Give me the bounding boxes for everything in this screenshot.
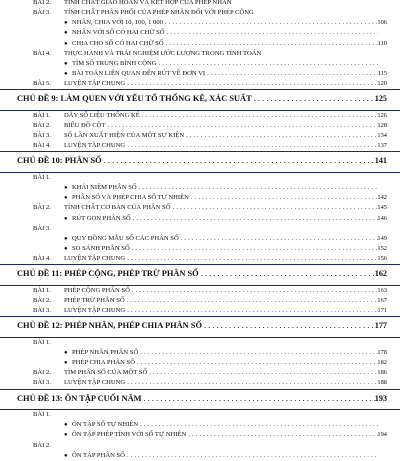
bullet-icon: ● xyxy=(64,195,68,202)
lesson-label: BÀI 3. xyxy=(33,307,51,315)
entry-title: PHÉP TRỪ PHÂN SỐ . . . xyxy=(64,296,378,306)
entry-title: PHÂN SỐ VÀ PHÉP CHIA SỐ TỰ NHIÊN . . . xyxy=(72,193,378,203)
entry-title: PHÉP CỘNG PHÂN SỐ . . . xyxy=(64,286,378,296)
entry-title: DÃY SỐ LIỆU THỐNG KÊ . . . xyxy=(64,111,378,121)
page-number: 106 xyxy=(377,19,387,27)
page-number: 120 xyxy=(377,80,387,88)
toc-lesson-row[interactable] xyxy=(0,131,400,141)
toc-lesson-row[interactable] xyxy=(0,203,400,213)
toc-lesson-row[interactable] xyxy=(0,368,400,378)
entry-title: RÚT GỌN PHÂN SỐ . . . xyxy=(72,214,378,224)
toc-subentry[interactable] xyxy=(0,234,400,244)
toc-subentry[interactable] xyxy=(0,39,400,49)
toc-subentry[interactable] xyxy=(0,451,400,461)
toc-subentry[interactable] xyxy=(0,193,400,203)
page-number: 188 xyxy=(377,379,387,387)
toc-subentry[interactable] xyxy=(0,420,400,430)
lesson-label: BÀI 2. xyxy=(33,122,51,129)
toc-subentry[interactable] xyxy=(0,430,400,440)
toc-subentry[interactable] xyxy=(0,348,400,358)
bullet-icon: ● xyxy=(64,432,68,439)
bullet-icon: ● xyxy=(64,246,68,252)
toc-lesson-row[interactable] xyxy=(0,8,400,18)
entry-title: PHÉP CHIA PHÂN SỐ . . . xyxy=(72,358,378,368)
entry-title: QUY ĐỒNG MẪU SỐ CÁC PHÂN SỐ . . . xyxy=(72,234,378,244)
entry-title: TÍNH CHẤT GIAO HOÁN VÀ KẾT HỢP CỦA PHÉP NHÂN xyxy=(64,0,232,6)
entry-title: PHÉP NHÂN PHÂN SỐ . . . xyxy=(72,348,378,358)
toc-lesson-row[interactable] xyxy=(0,378,400,388)
toc-subentry[interactable] xyxy=(0,244,400,254)
page-number: 163 xyxy=(377,286,387,294)
lesson-label: BÀI 2. xyxy=(33,297,51,305)
toc-lesson-row[interactable] xyxy=(0,79,400,89)
lesson-label: BÀI 3. xyxy=(33,9,51,17)
toc-subentry[interactable] xyxy=(0,69,400,79)
page-number: 152 xyxy=(377,245,387,252)
lesson-label: BÀI 2. xyxy=(33,204,51,212)
page-number: 110 xyxy=(377,39,387,47)
toc-lesson-row[interactable] xyxy=(0,296,400,306)
entry-title: BÀI TOÁN LIÊN QUAN ĐẾN RÚT VỀ ĐƠN VỊ . . . xyxy=(72,69,378,79)
lesson-label: BÀI 2. xyxy=(33,441,51,449)
chapter-heading[interactable] xyxy=(0,264,400,284)
lesson-label: BÀI 1. xyxy=(33,174,51,182)
page-number: 178 xyxy=(377,349,387,357)
bullet-icon: ● xyxy=(64,60,68,67)
toc-lesson-row[interactable] xyxy=(0,306,400,316)
toc-lesson-row[interactable] xyxy=(0,111,400,121)
chapter-heading[interactable] xyxy=(0,316,400,336)
page-number: 156 xyxy=(377,255,387,263)
toc-lesson-row[interactable] xyxy=(0,141,400,151)
toc-subentry[interactable] xyxy=(0,28,400,38)
entry-title: TÌM SỐ TRUNG BÌNH CỘNG . . . xyxy=(72,59,378,69)
chapter-heading[interactable] xyxy=(0,389,400,409)
lesson-label: BÀI 2. xyxy=(33,0,51,6)
bullet-icon: ● xyxy=(64,235,68,242)
toc-subentry[interactable] xyxy=(0,214,400,224)
entry-title: LUYỆN TẬP CHUNG . . . xyxy=(64,254,378,264)
toc-subentry[interactable] xyxy=(0,59,400,69)
page-number: 182 xyxy=(377,359,387,367)
page-number: 149 xyxy=(377,234,387,242)
page-number: 167 xyxy=(377,297,387,305)
toc-subentry[interactable] xyxy=(0,18,400,28)
page-number: 146 xyxy=(377,214,387,222)
page-number: 128 xyxy=(377,122,387,129)
bullet-icon: ● xyxy=(64,185,68,192)
chapter-page-number: 193 xyxy=(374,393,387,403)
entry-title: KHÁI NIỆM PHÂN SỐ . . . xyxy=(72,183,378,193)
toc-subentry[interactable] xyxy=(0,183,400,193)
chapter-page-number: 125 xyxy=(374,94,387,104)
chapter-page-number: 162 xyxy=(374,269,387,279)
lesson-label: BÀI 1. xyxy=(33,338,51,346)
page-number: 134 xyxy=(377,132,387,140)
bullet-icon: ● xyxy=(64,360,68,367)
chapter-page-number: 141 xyxy=(374,156,387,166)
lesson-label: BÀI 1. xyxy=(33,111,51,119)
chapter-page-number: 177 xyxy=(374,321,387,331)
entry-title: TÍNH CHẤT PHÂN PHỐI CỦA PHÉP NHÂN ĐỐI VỚI PHÉP CỘNG xyxy=(64,9,254,17)
toc-lesson-row[interactable] xyxy=(0,254,400,264)
entry-title: SỐ LẦN XUẤT HIỆN CỦA MỘT SỰ KIỆN . . . xyxy=(64,131,378,141)
toc-lesson-row[interactable] xyxy=(0,338,400,348)
page-number: 137 xyxy=(377,142,387,150)
lesson-label: BÀI 3. xyxy=(33,132,51,140)
bullet-icon: ● xyxy=(64,452,68,459)
bullet-icon: ● xyxy=(64,30,68,37)
entry-title: BIỂU ĐỒ CỘT . . . xyxy=(64,121,378,131)
chapter-title: CHỦ ĐỀ 12: PHÉP NHÂN, PHÉP CHIA PHÂN SỐ . . . xyxy=(17,317,378,336)
entry-title: NHÂN VỚI SỐ CÓ HAI CHỮ SỐ . . . xyxy=(72,28,378,38)
chapter-heading[interactable] xyxy=(0,151,400,171)
lesson-label: BÀI 5. xyxy=(33,80,51,88)
page-number: 142 xyxy=(377,194,387,202)
bullet-icon: ● xyxy=(64,70,68,77)
toc-lesson-row[interactable] xyxy=(0,121,400,131)
lesson-label: BÀI 1. xyxy=(33,286,51,294)
chapter-title: CHỦ ĐỀ 10: PHÂN SỐ . . . xyxy=(17,152,378,171)
lesson-label: BÀI 4. xyxy=(33,255,51,263)
entry-title: SO SÁNH PHÂN SỐ . . . xyxy=(72,244,378,254)
toc-lesson-row[interactable] xyxy=(0,441,400,451)
page-number: 145 xyxy=(377,204,387,212)
entry-title: TÌM PHÂN SỐ CỦA MỘT SỐ . . . xyxy=(64,368,378,378)
page-number: 171 xyxy=(377,307,387,315)
entry-title: TÍNH CHẤT CƠ BẢN CỦA PHÂN SỐ . . . xyxy=(64,203,378,213)
entry-title: NHÂN, CHIA VỚI 10, 100, 1 000 . . . xyxy=(72,18,378,28)
lesson-label: BÀI 2. xyxy=(33,369,51,377)
toc-lesson-row[interactable] xyxy=(0,173,400,183)
toc-lesson-row[interactable] xyxy=(0,0,400,8)
page-number: 115 xyxy=(377,69,387,77)
bullet-icon: ● xyxy=(64,215,68,222)
bullet-icon: ● xyxy=(64,422,68,429)
lesson-label: BÀI 1. xyxy=(33,411,51,419)
lesson-label: BÀI 3. xyxy=(33,224,51,232)
toc-lesson-row[interactable] xyxy=(0,286,400,296)
lesson-label: BÀI 3. xyxy=(33,379,51,387)
page-number: 194 xyxy=(377,431,387,439)
toc-lesson-row[interactable] xyxy=(0,224,400,234)
entry-title: THỰC HÀNH VÀ TRẢI NGHIỆM ƯỚC LƯỢNG TRONG TÍNH TOÁN xyxy=(64,49,262,57)
bullet-icon: ● xyxy=(64,40,68,47)
entry-title: ÔN TẬP PHÉP TÍNH VỚI SỐ TỰ NHIÊN . . . xyxy=(72,430,378,440)
entry-title: ÔN TẬP SỐ TỰ NHIÊN . . . xyxy=(72,420,378,430)
entry-title: LUYỆN TẬP CHUNG . . . xyxy=(64,378,378,388)
lesson-label: BÀI 4. xyxy=(33,49,51,57)
bullet-icon: ● xyxy=(64,20,68,27)
entry-title: LUYỆN TẬP CHUNG . . . xyxy=(64,141,378,151)
entry-title: ÔN TẬP PHÂN SỐ . . . xyxy=(72,451,378,461)
chapter-title: CHỦ ĐỀ 11: PHÉP CỘNG, PHÉP TRỪ PHÂN SỐ . . . xyxy=(17,265,378,284)
toc-subentry[interactable] xyxy=(0,358,400,368)
lesson-label: BÀI 4. xyxy=(33,142,51,150)
chapter-heading[interactable] xyxy=(0,89,400,109)
entry-title: LUYỆN TẬP CHUNG . . . xyxy=(64,306,378,316)
page-number: 186 xyxy=(377,369,387,377)
toc-lesson-row[interactable] xyxy=(0,410,400,420)
page-number: 126 xyxy=(377,111,387,119)
chapter-title: CHỦ ĐỀ 9: LÀM QUEN VỚI YẾU TỐ THỐNG KÊ, XÁC SUẤT . . . xyxy=(17,90,378,109)
bullet-icon: ● xyxy=(64,350,68,357)
toc-lesson-row[interactable] xyxy=(0,49,400,59)
chapter-title: CHỦ ĐỀ 13: ÔN TẬP CUỐI NĂM . . . xyxy=(17,390,378,409)
entry-title: LUYỆN TẬP CHUNG . . . xyxy=(64,79,378,89)
entry-title: CHIA CHO SỐ CÓ HAI CHỮ SỐ . . . xyxy=(72,39,378,49)
